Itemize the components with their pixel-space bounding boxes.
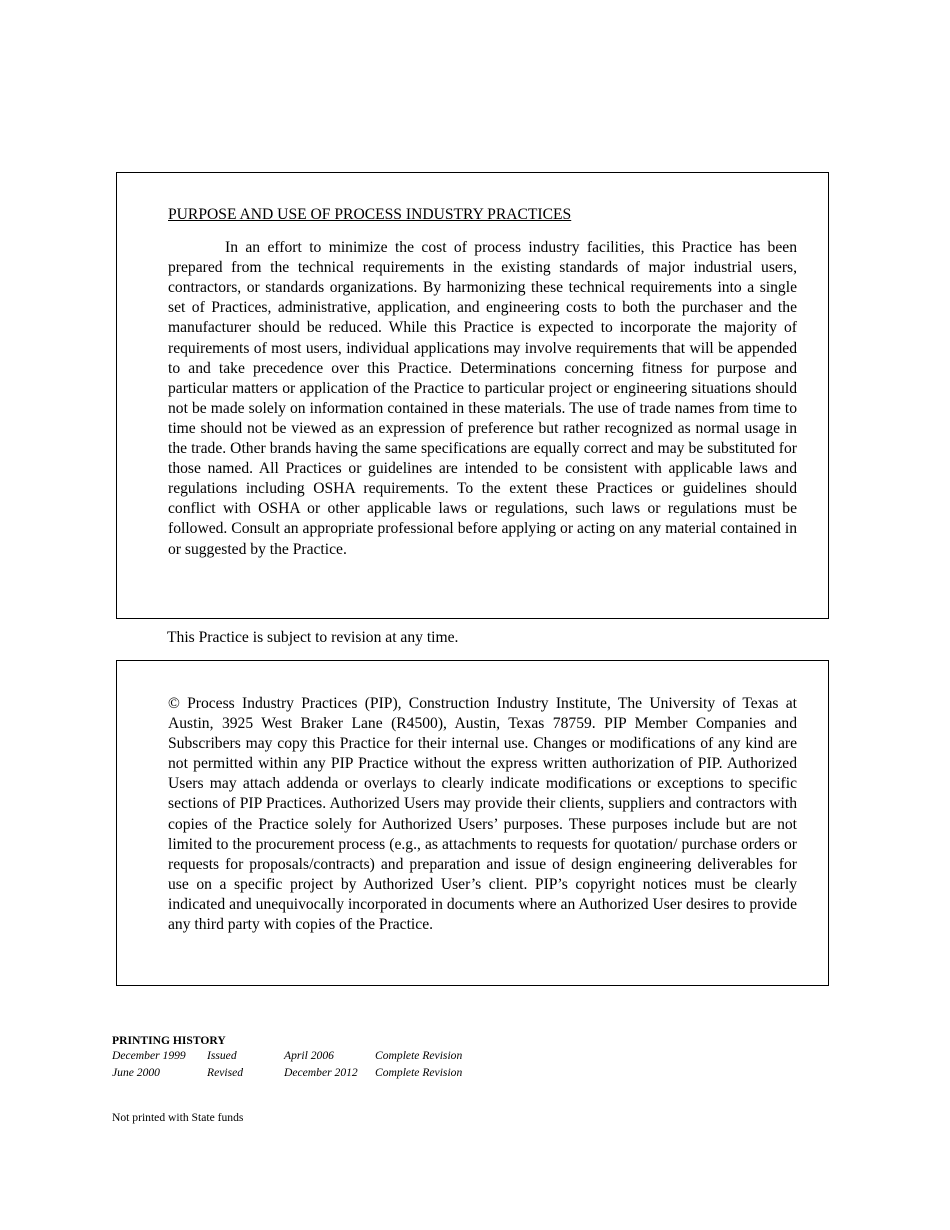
history-row xyxy=(112,1066,462,1083)
history-event: Revised xyxy=(207,1066,244,1079)
history-date: December 1999 xyxy=(112,1049,186,1062)
purpose-box xyxy=(116,172,829,619)
copyright-content xyxy=(168,694,797,935)
history-event: Issued xyxy=(207,1049,237,1062)
printing-history xyxy=(112,1033,462,1083)
copyright-box xyxy=(116,660,829,986)
history-date: December 2012 xyxy=(284,1066,358,1079)
printing-history-table xyxy=(112,1049,462,1083)
revision-note: This Practice is subject to revision at any time. xyxy=(167,629,459,646)
history-row xyxy=(112,1049,462,1066)
purpose-heading: PURPOSE AND USE OF PROCESS INDUSTRY PRACTICES xyxy=(168,206,572,223)
copyright-paragraph: © Process Industry Practices (PIP), Construction Industry Institute, The University of Texas at Austin, 3925 West Braker Lane (R4500), Austin, Texas 78759. PIP Member Companies and Subscribers may copy this Practice for their internal use. Changes or modifications of any kind are not permitted within any PIP Practice without the express written authorization of PIP. Authorized Users may attach addenda or overlays to clearly indicate modifications or exceptions to specific sections of PIP Practices. Authorized Users may provide their clients, suppliers and contractors with copies of the Practice solely for Authorized Users’ purposes. These purposes include but are not limited to the procurement process (e.g., as attachments to requests for quotation/ purchase orders or requests for proposals/contracts) and preparation and issue of design engineering deliverables for use on a specific project by Authorized User’s client. PIP’s copyright notices must be clearly indicated and unequivocally incorporated in documents where an Authorized User desires to provide any third party with copies of the Practice. xyxy=(168,695,797,934)
purpose-content xyxy=(168,205,797,560)
history-event: Complete Revision xyxy=(375,1066,463,1079)
purpose-paragraph: In an effort to minimize the cost of process industry facilities, this Practice has been prepared from the technical requirements in the existing standards of major industrial users, contractors, or standards organizations. By harmonizing these technical requirements into a single set of Practices, administrative, application, and engineering costs to both the purchaser and the manufacturer should be reduced. While this Practice is expected to incorporate the majority of requirements of most users, individual applications may involve requirements that will be appended to and take precedence over this Practice. Determinations concerning fitness for purpose and particular matters or application of the Practice to particular project or engineering situations should not be made solely on information contained in these materials. The use of trade names from time to time should not be viewed as an expression of preference but rather recognized as normal usage in the trade. Other brands having the same specifications are equally correct and may be substituted for those named. All Practices or guidelines are intended to be consistent with applicable laws and regulations including OSHA requirements. To the extent these Practices or guidelines should conflict with OSHA or other applicable laws or regulations, such laws or regulations must be followed. Consult an appropriate professional before applying or acting on any material contained in or suggested by the Practice. xyxy=(168,239,797,558)
history-date: June 2000 xyxy=(112,1066,160,1079)
printing-history-title: PRINTING HISTORY xyxy=(112,1034,226,1047)
history-event: Complete Revision xyxy=(375,1049,463,1062)
state-funds-note: Not printed with State funds xyxy=(112,1111,244,1124)
history-date: April 2006 xyxy=(284,1049,334,1062)
